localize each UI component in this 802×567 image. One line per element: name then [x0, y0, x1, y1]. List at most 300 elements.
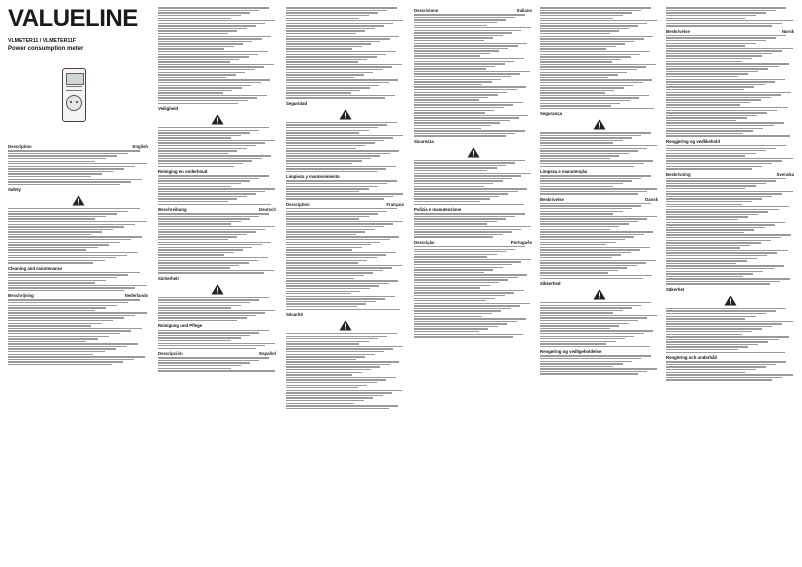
- text-line: [666, 102, 750, 103]
- text-line: [414, 178, 512, 179]
- text-line: [666, 191, 793, 192]
- text-line: [286, 385, 367, 386]
- warning-icon: [72, 195, 85, 206]
- text-line: [8, 163, 147, 164]
- text-line: [8, 317, 124, 318]
- text-line: [286, 43, 371, 44]
- text-line: [286, 166, 396, 167]
- text-line: [286, 400, 364, 401]
- text-line: [666, 135, 790, 136]
- text-line: [540, 105, 611, 106]
- text-line: [666, 209, 779, 210]
- text-line: [158, 330, 269, 331]
- text-line: [158, 305, 241, 306]
- text-line: [666, 276, 743, 277]
- text-line: [158, 262, 249, 263]
- text-line: [286, 48, 352, 49]
- text-line: [158, 97, 257, 98]
- section-sicherheit: Sicherheit: [158, 275, 179, 281]
- text-line: [414, 104, 513, 105]
- text-line: [158, 59, 239, 60]
- text-line: [666, 185, 756, 186]
- text-line: [414, 292, 514, 293]
- text-line: [8, 341, 86, 342]
- text-line: [158, 166, 234, 167]
- text-line: [286, 262, 358, 263]
- text-line: [414, 269, 493, 270]
- text-line: [158, 48, 224, 49]
- text-line: [540, 95, 649, 96]
- text-line: [286, 278, 354, 279]
- text-line: [286, 351, 384, 352]
- text-line: [666, 321, 793, 322]
- text-line: [414, 336, 513, 337]
- text-line: [158, 25, 256, 26]
- text-line: [666, 224, 775, 225]
- text-line: [158, 260, 258, 261]
- text-line: [158, 365, 241, 366]
- text-line: [540, 82, 643, 83]
- text-line: [540, 158, 610, 159]
- text-line: [414, 175, 521, 176]
- text-line: [414, 229, 521, 230]
- text-line: [286, 260, 367, 261]
- text-line: [286, 213, 378, 214]
- text-line: [666, 219, 738, 220]
- text-line: [666, 206, 789, 207]
- text-line: [666, 222, 785, 223]
- text-line: [158, 175, 269, 176]
- text-line: [666, 211, 768, 212]
- text-line: [540, 323, 629, 324]
- text-line: [540, 140, 623, 141]
- text-line: [286, 155, 380, 156]
- text-line: [666, 150, 766, 151]
- text-line: [540, 330, 653, 331]
- text-line: [414, 128, 481, 129]
- section-reinigung: Reinigung und Pflege: [158, 323, 203, 329]
- text-line: [8, 249, 86, 250]
- text-line: [286, 7, 397, 8]
- text-line: [158, 158, 262, 159]
- text-line: [286, 160, 362, 161]
- text-line: [666, 247, 740, 248]
- text-line: [414, 73, 520, 74]
- text-line: [158, 28, 247, 29]
- text-line: [286, 309, 400, 310]
- text-line: [666, 66, 779, 67]
- text-line: [158, 234, 247, 235]
- text-line: [540, 315, 657, 316]
- text-line: [666, 250, 788, 251]
- text-line: [540, 336, 634, 337]
- text-line: [158, 10, 259, 11]
- text-line: [414, 17, 515, 18]
- text-line: [414, 81, 492, 82]
- text-line: [158, 87, 242, 88]
- section-francais: Français: [386, 201, 404, 207]
- text-line: [540, 15, 623, 16]
- text-line: [540, 69, 637, 70]
- text-line: [540, 166, 634, 167]
- text-line: [158, 357, 269, 358]
- text-line: [158, 239, 228, 240]
- text-line: [540, 272, 608, 273]
- text-line: [540, 188, 657, 189]
- text-line: [158, 61, 230, 62]
- text-line: [286, 148, 356, 149]
- text-line: [540, 132, 651, 133]
- text-line: [414, 32, 512, 33]
- text-line: [666, 178, 786, 179]
- text-line: [286, 372, 362, 373]
- text-line: [158, 193, 256, 194]
- text-line: [286, 54, 386, 55]
- text-line: [8, 211, 128, 212]
- text-line: [540, 56, 631, 57]
- text-line: [158, 307, 231, 308]
- text-line: [540, 328, 610, 329]
- text-line: [540, 7, 651, 8]
- text-line: [158, 257, 268, 258]
- text-line: [666, 155, 745, 156]
- text-line: [158, 265, 239, 266]
- text-line: [414, 58, 524, 59]
- text-line: [158, 254, 224, 255]
- section-espanol: Español: [259, 351, 276, 357]
- text-line: [666, 328, 762, 329]
- warning-icon: [211, 284, 224, 295]
- text-line: [666, 104, 740, 105]
- text-line: [540, 103, 620, 104]
- text-line: [286, 168, 386, 169]
- text-line: [540, 244, 606, 245]
- text-line: [540, 38, 644, 39]
- text-line: [286, 257, 377, 258]
- text-line: [414, 110, 494, 111]
- text-line: [158, 103, 238, 104]
- text-line: [540, 178, 641, 179]
- text-line: [666, 310, 776, 311]
- text-line: [540, 41, 634, 42]
- text-line: [666, 323, 782, 324]
- text-line: [540, 135, 641, 136]
- column-5: [540, 6, 658, 376]
- text-line: [414, 133, 515, 134]
- text-line: [158, 90, 232, 91]
- text-line: [540, 260, 656, 261]
- text-line: [286, 275, 364, 276]
- text-line: [666, 188, 745, 189]
- text-line: [666, 97, 771, 98]
- text-line: [158, 36, 271, 37]
- text-line: [8, 343, 138, 344]
- text-line: [158, 41, 252, 42]
- text-line: [8, 305, 117, 306]
- section-header-portugues: [414, 240, 532, 245]
- column-4: [414, 6, 532, 339]
- text-line: [158, 320, 237, 321]
- text-line: [286, 59, 367, 60]
- text-line: [286, 97, 385, 98]
- text-line: [414, 236, 493, 237]
- text-line: [286, 301, 376, 302]
- text-line: [158, 137, 231, 138]
- power-meter-illustration: [62, 68, 86, 122]
- text-line: [666, 79, 785, 80]
- text-line: [666, 377, 782, 378]
- text-line: [414, 256, 487, 257]
- section-svenska: Svenska: [776, 171, 794, 177]
- text-line: [666, 252, 777, 253]
- text-line: [414, 303, 530, 304]
- text-line: [414, 221, 497, 222]
- text-line: [286, 41, 380, 42]
- device-socket: [66, 95, 82, 111]
- text-line: [158, 345, 265, 346]
- text-line: [8, 361, 123, 362]
- text-line: [286, 392, 392, 393]
- text-line: [540, 355, 651, 356]
- text-line: [540, 320, 638, 321]
- text-line: [8, 312, 147, 313]
- text-line: [414, 300, 486, 301]
- section-sikkerhed: Sikkerhed: [540, 281, 561, 286]
- text-line: [414, 35, 503, 36]
- text-line: [666, 145, 786, 146]
- text-line: [158, 20, 275, 21]
- text-line: [414, 162, 515, 163]
- section-reiniging: Reiniging en onderhoud: [158, 169, 208, 175]
- text-line: [158, 183, 241, 184]
- text-line: [158, 130, 259, 131]
- text-line: [8, 336, 109, 337]
- text-line: [540, 180, 632, 181]
- section-description-fr: Description: [286, 201, 310, 207]
- text-line: [540, 148, 647, 149]
- text-line: [8, 236, 142, 237]
- text-line: [666, 326, 772, 327]
- text-line: [666, 214, 758, 215]
- text-line: [540, 262, 646, 263]
- text-line: [286, 196, 393, 197]
- text-line: [414, 102, 523, 103]
- text-line: [286, 10, 387, 11]
- text-line: [286, 122, 397, 123]
- text-line: [540, 343, 606, 344]
- text-line: [540, 317, 647, 318]
- text-line: [158, 242, 271, 243]
- text-line: [158, 317, 247, 318]
- text-line: [8, 168, 124, 169]
- text-line: [8, 244, 109, 245]
- text-line: [286, 18, 359, 19]
- text-line: [414, 290, 524, 291]
- warning-icon: [339, 109, 352, 120]
- text-line: [414, 27, 531, 28]
- text-line: [540, 203, 651, 204]
- text-line: [414, 331, 479, 332]
- text-line: [414, 130, 525, 131]
- text-line: [540, 267, 627, 268]
- text-line: [666, 349, 738, 350]
- text-line: [286, 374, 352, 375]
- text-line: [666, 232, 744, 233]
- text-line: [666, 84, 765, 85]
- text-line: [8, 155, 117, 156]
- text-line: [158, 201, 228, 202]
- text-line: [540, 36, 653, 37]
- text-line: [666, 336, 789, 337]
- text-line: [414, 61, 514, 62]
- text-line: [286, 56, 377, 57]
- text-line: [158, 332, 259, 333]
- text-line: [8, 351, 105, 352]
- document-subtitle: Power consumption meter: [8, 46, 84, 52]
- text-line: [8, 277, 117, 278]
- text-line: [666, 117, 747, 118]
- text-line: [666, 71, 758, 72]
- text-line: [286, 158, 371, 159]
- text-line: [286, 92, 351, 93]
- text-line: [158, 30, 237, 31]
- text-line: [158, 267, 230, 268]
- section-cleaning: Cleaning and maintenance: [8, 265, 63, 271]
- text-line: [286, 369, 371, 370]
- text-line: [286, 66, 392, 67]
- text-line: [8, 171, 113, 172]
- section-safety: Safety: [8, 187, 21, 193]
- text-line: [286, 298, 385, 299]
- text-line: [158, 236, 237, 237]
- text-line: [414, 201, 480, 202]
- text-line: [158, 51, 268, 52]
- warning-icon: [724, 295, 737, 306]
- section-header-espanol: [158, 351, 276, 356]
- section-header-deutsch: [158, 207, 276, 212]
- text-line: [8, 272, 140, 273]
- text-line: [666, 53, 772, 54]
- text-line: [158, 191, 265, 192]
- text-line: [414, 115, 528, 116]
- text-line: [666, 361, 786, 362]
- text-line: [666, 115, 757, 116]
- text-line: [540, 163, 644, 164]
- text-line: [414, 107, 504, 108]
- text-line: [540, 325, 619, 326]
- text-line: [540, 108, 654, 109]
- text-line: [666, 260, 747, 261]
- text-line: [158, 72, 245, 73]
- text-line: [8, 346, 127, 347]
- text-line: [540, 373, 638, 374]
- text-line: [414, 97, 488, 98]
- section-description: Description: [8, 144, 32, 149]
- text-line: [286, 244, 371, 245]
- text-line: [540, 145, 657, 146]
- text-line: [414, 86, 526, 87]
- text-line: [414, 68, 486, 69]
- text-line: [286, 379, 386, 380]
- text-line: [8, 315, 135, 316]
- warning-icon: [339, 320, 352, 331]
- text-line: [8, 282, 95, 283]
- text-line: [414, 298, 495, 299]
- text-line: [8, 242, 120, 243]
- text-line: [414, 19, 506, 20]
- text-line: [414, 40, 484, 41]
- text-line: [540, 46, 616, 47]
- text-line: [540, 211, 623, 212]
- text-line: [414, 76, 511, 77]
- section-beskrivelse-no: Beskrivelse: [666, 28, 690, 34]
- text-line: [666, 37, 776, 38]
- text-line: [540, 242, 616, 243]
- section-header-francais: [286, 202, 404, 207]
- text-line: [8, 260, 105, 261]
- text-line: [158, 188, 275, 189]
- section-pulizia: Pulizia e manutenzione: [414, 206, 462, 212]
- text-line: [666, 122, 784, 123]
- text-line: [286, 242, 380, 243]
- text-line: [540, 231, 653, 232]
- text-line: [540, 305, 641, 306]
- text-line: [540, 79, 652, 80]
- text-line: [158, 216, 259, 217]
- text-line: [666, 50, 782, 51]
- text-line: [540, 341, 616, 342]
- text-line: [666, 166, 762, 167]
- text-line: [286, 272, 373, 273]
- text-line: [286, 265, 402, 266]
- text-line: [666, 313, 766, 314]
- column-1: [8, 142, 148, 366]
- text-line: [286, 403, 354, 404]
- text-line: [286, 229, 375, 230]
- text-line: [8, 285, 147, 286]
- text-line: [666, 160, 782, 161]
- text-line: [540, 64, 656, 65]
- text-line: [158, 132, 250, 133]
- text-line: [666, 278, 790, 279]
- text-line: [286, 216, 369, 217]
- text-line: [286, 33, 356, 34]
- text-line: [158, 297, 269, 298]
- section-descrizione: Descrizione: [414, 8, 439, 13]
- text-line: [8, 208, 140, 209]
- text-line: [8, 216, 106, 217]
- text-line: [540, 226, 619, 227]
- text-line: [666, 201, 752, 202]
- text-line: [286, 267, 392, 268]
- text-line: [666, 148, 776, 149]
- text-line: [414, 165, 506, 166]
- warning-icon: [593, 289, 606, 300]
- text-line: [414, 37, 493, 38]
- text-line: [286, 15, 369, 16]
- text-line: [158, 69, 255, 70]
- text-line: [540, 100, 630, 101]
- text-line: [414, 45, 518, 46]
- text-line: [666, 112, 767, 113]
- text-line: [8, 229, 113, 230]
- section-portugues: Português: [510, 239, 532, 245]
- column-2: [158, 6, 276, 373]
- text-line: [8, 166, 135, 167]
- text-line: [666, 15, 756, 16]
- text-line: [286, 36, 399, 37]
- text-line: [158, 7, 269, 8]
